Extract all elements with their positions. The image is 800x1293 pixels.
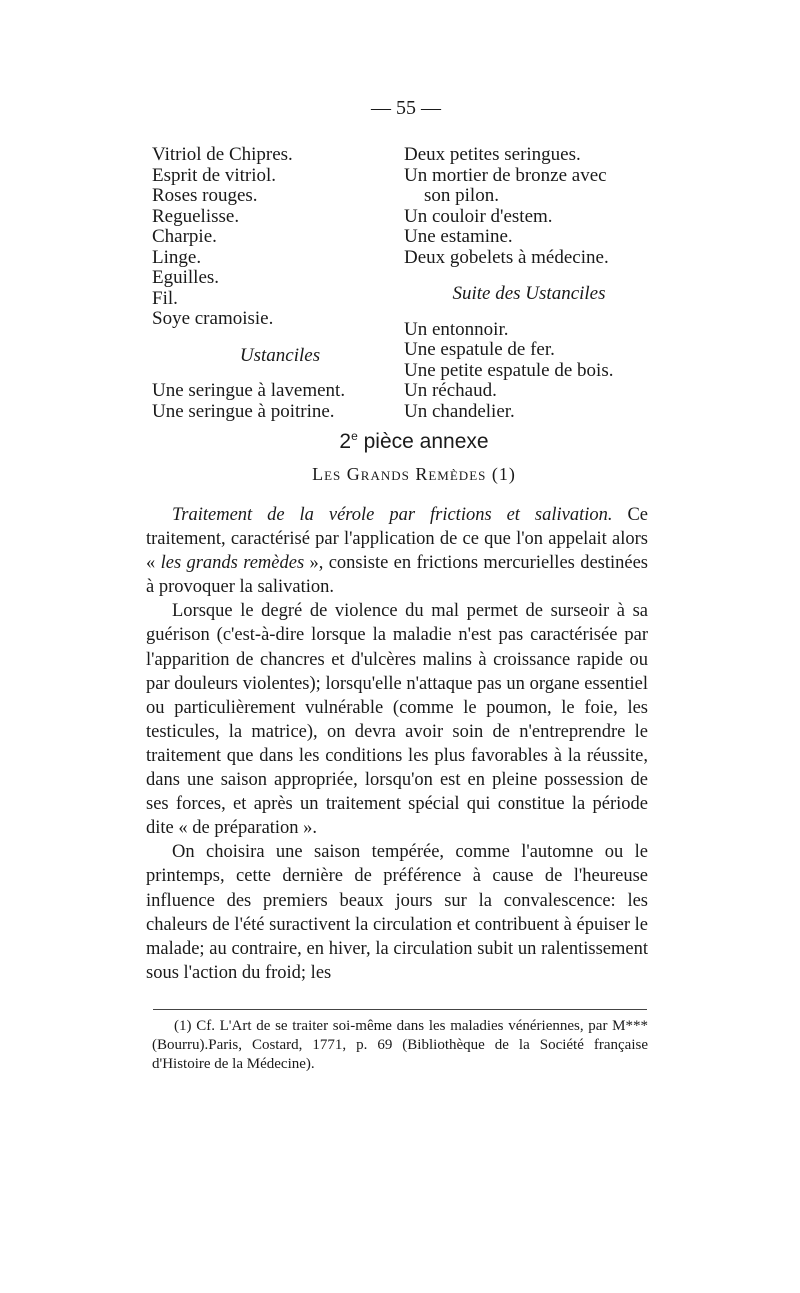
body-text [146,503,648,985]
paragraph: On choisira une saison tempérée, comme l'automne ou le printemps, cette dernière de préférence à cause de l'heureuse influence des premiers beaux jours sur la convalescence: les chaleurs de l'été suractivent la circulation et contribuent à épuiser le malade; au contraire, en hiver, la circulation subit un ralentissement sous l'action du froid; les [146,842,648,983]
right-column [404,145,654,422]
section-title-text: pièce annexe [357,430,489,453]
section-title [14,429,800,454]
list-item: Linge. [152,246,202,268]
paragraph: Lorsque le degré de violence du mal permet de surseoir à sa guérison (c'est-à-dire lorsque la maladie n'est pas caractérisée par l'apparition de chancres et d'ulcères malins à croissance rapide ou par douleurs violentes); lorsqu'elle n'attaque pas un organe essentiel ou particulièrement vulnérable (comme le poumon, le foie, les testicules, la matrice), on devra avoir soin de n'entreprendre le traitement que dans les conditions les plus favorables à la réussite, dans une saison appropriée, lorsqu'on est en pleine possession de ses forces, et après un traitement spécial qui constitue la période dite « de préparation ». [146,601,648,839]
list-item: Deux petites seringues. [404,144,581,165]
list-item: Soye cramoisie. [152,308,274,329]
footnote-divider [153,1009,647,1010]
list-item: Charpie. [152,226,217,247]
list-item: Reguelisse. [152,205,240,227]
list-item: Vitriol de Chipres. [152,144,293,165]
subheading-ustanciles: Ustanciles [239,344,321,366]
paragraph-text: », consiste en frictions mercurielles destinées à provoquer la salivation. [146,553,649,598]
section-number-suffix: e [351,429,358,443]
list-item: Un chandelier. [404,400,515,422]
paragraph [146,503,648,599]
list-item: Une seringue à lavement. [152,380,346,401]
paragraph-lead: Traitement de la vérole par frictions et salivation. [172,505,613,525]
list-item: Une espatule de fer. [404,339,555,360]
list-item: Une estamine. [404,226,513,247]
list-item: Fil. [152,287,178,309]
list-item: son pilon. [424,185,499,206]
subheading-suite-ustanciles: Suite des Ustanciles [452,283,606,304]
list-item: Un réchaud. [404,380,497,401]
list-item: Une petite espatule de bois. [404,359,614,381]
list-item: Un mortier de bronze avec [404,164,607,186]
list-item: Roses rouges. [152,185,258,206]
list-item: Un entonnoir. [404,318,509,340]
list-item: Deux gobelets à médecine. [404,246,609,268]
footnote-text: (1) Cf. L'Art de se traiter soi-même dans les maladies vénériennes, par M*** (Bourru).Paris, Costard, 1771, p. 69 (Bibliothèque de la Société française d'Histoire de la Médecine). [152,1018,648,1072]
section-number: 2 [339,430,352,453]
page-number: — 55 — [371,97,441,119]
paragraph-text: Ce traitement, caractérisé par l'application de ce que l'on appelait alors « [146,505,648,574]
left-column [152,145,372,422]
list-item: Eguilles. [152,267,220,288]
list-item: Une seringue à poitrine. [152,400,335,422]
footnote [152,1017,648,1074]
section-subtitle: Les Grands Remèdes (1) [312,464,516,484]
list-item: Un couloir d'estem. [404,205,553,227]
emphasis: les grands remèdes [160,553,305,574]
list-item: Esprit de vitriol. [152,164,277,186]
